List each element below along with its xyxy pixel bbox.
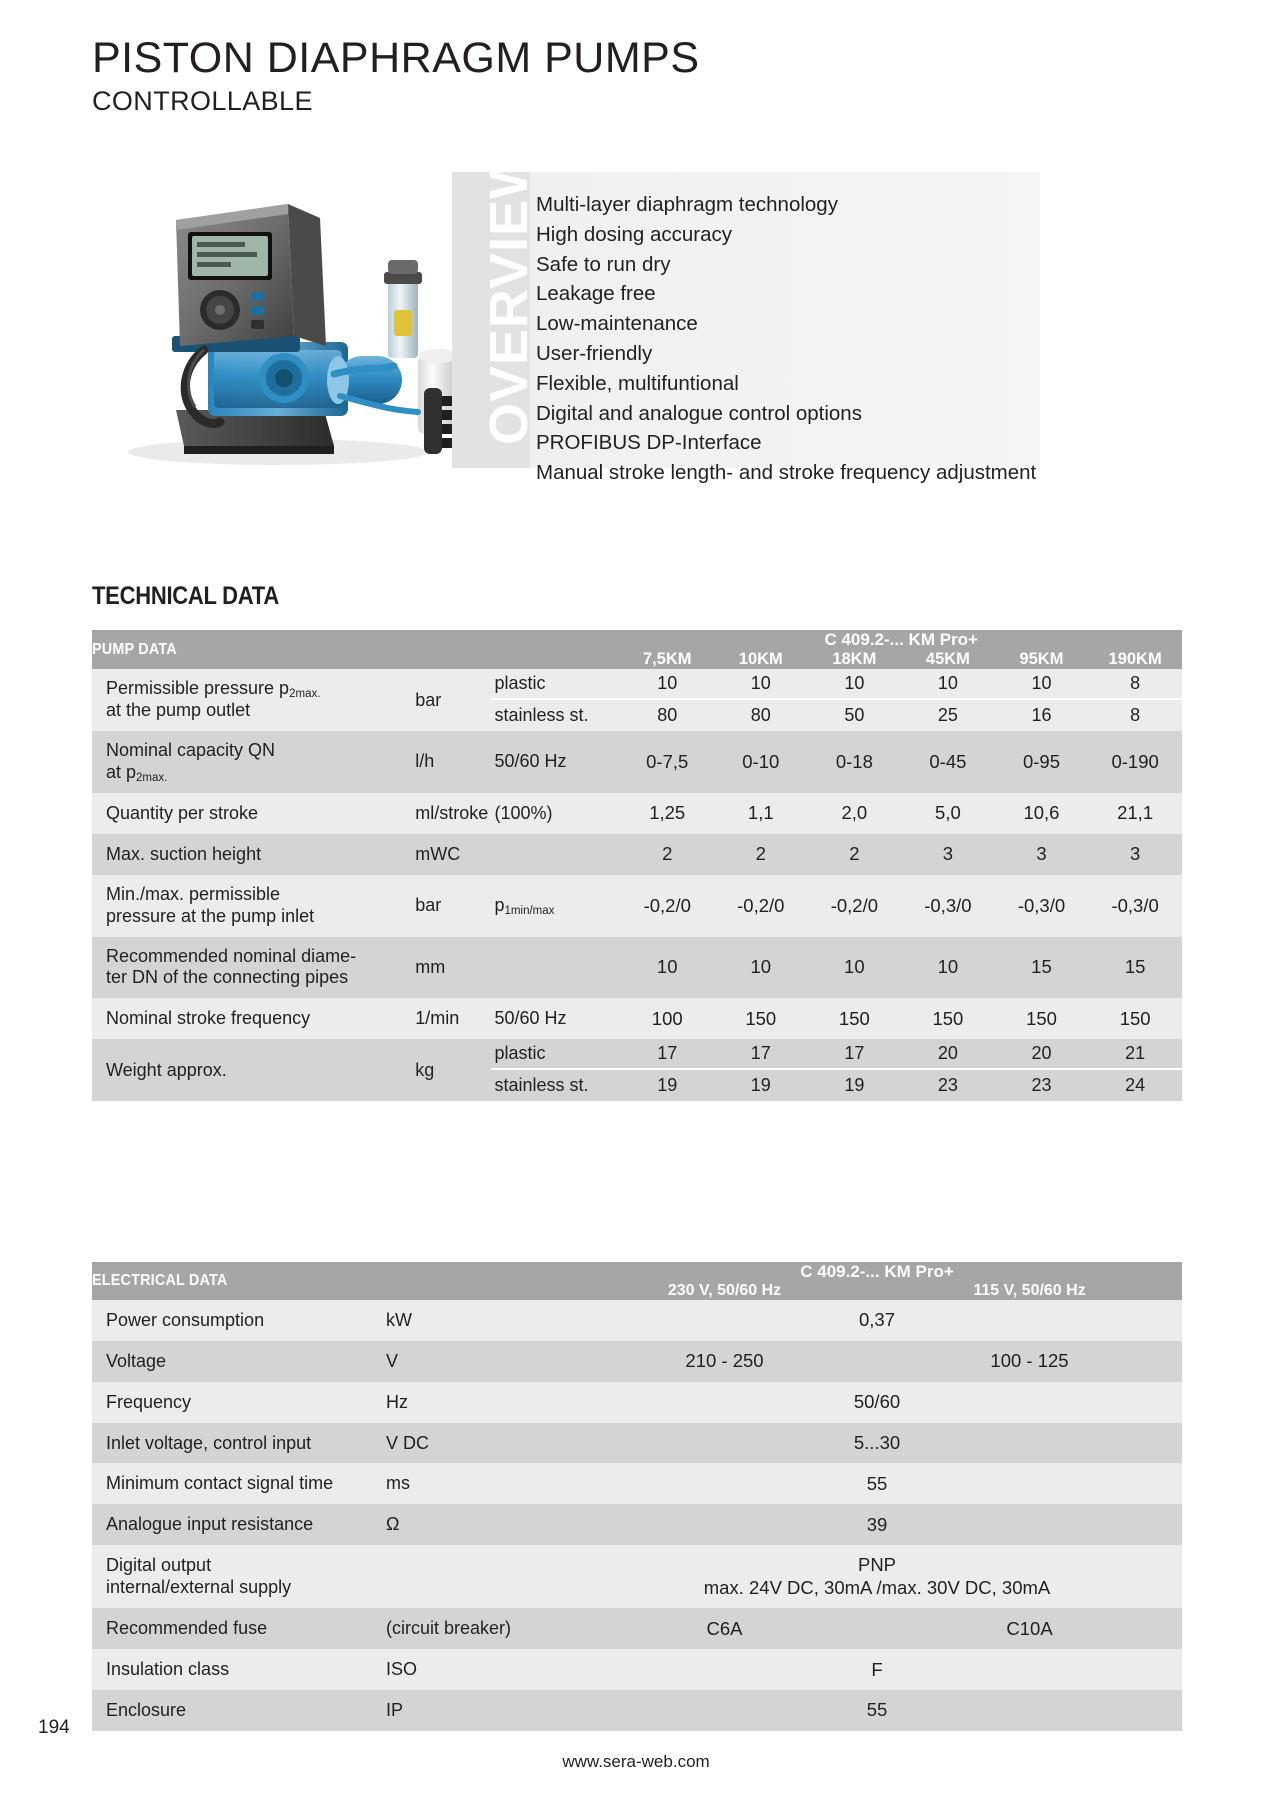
table-row <box>92 1039 1182 1101</box>
value-plastic: 20 <box>995 1039 1089 1070</box>
label-text-2: at p <box>106 761 137 782</box>
row-variant-cell <box>491 669 621 731</box>
row-label-nominal-capacity <box>92 731 411 793</box>
row-unit: Hz <box>386 1391 408 1412</box>
value-cell: 2 <box>662 843 673 865</box>
value-cell: -0,2/0 <box>830 894 878 916</box>
column-header-190km: 190KM <box>1108 650 1162 668</box>
list-item: Low-maintenance <box>536 312 698 336</box>
value-stainless: 24 <box>1125 1075 1146 1096</box>
value-cell: 1,25 <box>649 802 686 824</box>
table-row <box>92 1690 1182 1731</box>
row-label-contact-signal-time: Minimum contact signal time <box>106 1473 334 1494</box>
unit2-subscript: 1min/max <box>504 905 555 918</box>
section-heading-technical-data: TECHNICAL DATA <box>92 582 279 610</box>
row-unit: 1/min <box>415 1008 460 1029</box>
column-header-230v: 230 V, 50/60 Hz <box>667 1282 782 1299</box>
table-row <box>92 1382 1182 1423</box>
table-row <box>92 1341 1182 1382</box>
pump-illustration <box>88 160 458 470</box>
row-unit: ml/stroke <box>415 802 489 823</box>
label-text: Permissible pressure p <box>106 678 290 699</box>
value-cell: 55 <box>866 1472 888 1494</box>
row-unit2: 50/60 Hz <box>494 751 567 772</box>
label-text: Recommended nominal diame- <box>106 945 357 966</box>
value-cell: 2 <box>849 843 860 865</box>
row-label-digital-output <box>92 1545 382 1608</box>
page-subtitle: CONTROLLABLE <box>92 85 313 116</box>
row-unit: V DC <box>386 1432 430 1453</box>
value-plastic: 10 <box>620 669 714 700</box>
table-row <box>92 1504 1182 1545</box>
row-label-analogue-input-resistance: Analogue input resistance <box>106 1514 314 1535</box>
value-plastic: 8 <box>1088 669 1182 700</box>
table-row <box>92 875 1182 937</box>
value-cell: 150 <box>838 1007 870 1029</box>
overview-panel <box>452 146 1040 485</box>
value-stainless: 19 <box>844 1075 865 1096</box>
value-cell: -0,2/0 <box>643 894 691 916</box>
table-row <box>92 1649 1182 1690</box>
row-label-power-consumption: Power consumption <box>106 1310 265 1330</box>
value-cell-115v: 100 - 125 <box>990 1350 1069 1372</box>
row-label-permissible-pressure <box>92 669 411 731</box>
table-header-row <box>92 1262 1182 1282</box>
row-label-insulation-class: Insulation class <box>106 1659 230 1680</box>
value-stainless: 19 <box>657 1075 678 1096</box>
row-unit: IP <box>386 1699 404 1720</box>
overview-feature-list <box>536 190 1036 488</box>
value-cell: 150 <box>932 1007 964 1029</box>
row-label-frequency: Frequency <box>106 1391 192 1412</box>
value-cell: 0-18 <box>835 750 873 772</box>
column-header-10km: 10KM <box>738 650 783 668</box>
row-variant-cell <box>491 1039 621 1101</box>
label-text-2: ter DN of the connecting pipes <box>106 967 349 988</box>
value-cell <box>714 669 808 731</box>
value-cell: 3 <box>1036 843 1047 865</box>
value-cell <box>901 1039 995 1101</box>
row-label-weight: Weight approx. <box>106 1059 227 1080</box>
variant-stainless: stainless st. <box>494 1075 589 1096</box>
value-plastic: 17 <box>620 1039 714 1070</box>
label-text: Digital output <box>106 1554 212 1575</box>
row-label-stroke-frequency: Nominal stroke frequency <box>106 1008 311 1029</box>
row-unit: ms <box>386 1473 410 1494</box>
row-unit2 <box>491 834 621 875</box>
value-cell: 3 <box>942 843 954 865</box>
value-text: PNP <box>857 1554 897 1576</box>
value-cell: 5,0 <box>935 802 961 824</box>
value-stainless: 23 <box>1031 1075 1052 1096</box>
label-subscript: 2max. <box>136 772 168 785</box>
row-unit: V <box>386 1350 399 1371</box>
value-cell: 2,0 <box>841 802 868 824</box>
table-row <box>92 1545 1182 1608</box>
value-cell <box>808 1039 902 1101</box>
row-label-nominal-diameter <box>92 937 411 999</box>
value-cell: 10 <box>750 956 772 978</box>
label-text-2: at the pump outlet <box>106 700 251 720</box>
value-stainless: 23 <box>937 1075 958 1096</box>
table-row <box>92 793 1182 834</box>
value-cell: 150 <box>1119 1007 1151 1029</box>
value-cell: 0,37 <box>859 1309 896 1331</box>
value-cell <box>572 1545 1182 1608</box>
value-cell <box>808 669 902 731</box>
value-cell: 0-10 <box>742 750 780 772</box>
list-item: High dosing accuracy <box>536 222 732 246</box>
electrical-table-model: C 409.2-... KM Pro+ <box>800 1262 954 1281</box>
column-header-75km: 7,5KM <box>642 650 692 668</box>
electrical-table-title: ELECTRICAL DATA <box>92 1272 228 1289</box>
label-text-2: internal/external supply <box>106 1576 292 1597</box>
pump-table-title: PUMP DATA <box>92 640 177 658</box>
value-cell <box>995 1039 1089 1101</box>
value-plastic: 21 <box>1088 1039 1182 1070</box>
list-item: Safe to run dry <box>536 252 671 276</box>
column-header-18km: 18KM <box>832 650 877 668</box>
variant-plastic: plastic <box>491 1039 621 1070</box>
page-header <box>92 36 700 117</box>
footer-url: www.sera-web.com <box>562 1752 710 1771</box>
value-stainless: 80 <box>750 705 771 725</box>
value-cell <box>620 669 714 731</box>
column-header-115v: 115 V, 50/60 Hz <box>973 1282 1086 1299</box>
value-cell: 0-190 <box>1111 750 1159 772</box>
electrical-data-table <box>92 1262 1182 1731</box>
value-cell-230v: C6A <box>706 1617 743 1639</box>
value-cell <box>1088 1039 1182 1101</box>
value-cell: 0-45 <box>929 750 967 772</box>
list-item: Leakage free <box>536 282 656 306</box>
value-cell-115v: C10A <box>1006 1617 1053 1639</box>
row-label-min-max-pressure <box>92 875 411 937</box>
list-item: Multi-layer diaphragm technology <box>536 193 838 216</box>
value-cell: 150 <box>745 1007 777 1029</box>
value-cell <box>620 1039 714 1101</box>
product-photo <box>88 160 458 470</box>
value-cell <box>995 669 1089 731</box>
value-cell: -0,2/0 <box>737 894 785 916</box>
row-unit: ISO <box>386 1659 418 1680</box>
value-text-2: max. 24V DC, 30mA /max. 30V DC, 30mA <box>703 1576 1051 1598</box>
value-cell <box>1088 669 1182 731</box>
page-title: PISTON DIAPHRAGM PUMPS <box>92 34 700 82</box>
row-unit: (circuit breaker) <box>386 1618 512 1639</box>
label-text: Nominal capacity QN <box>106 740 276 760</box>
table-row <box>92 1300 1182 1341</box>
value-cell: 0-7,5 <box>646 750 689 772</box>
label-text: Min./max. permissible <box>106 883 281 904</box>
row-unit2: (100%) <box>494 802 553 823</box>
table-row <box>92 834 1182 875</box>
row-unit2 <box>491 937 621 999</box>
value-stainless: 50 <box>844 705 865 725</box>
row-label-enclosure: Enclosure <box>106 1700 187 1720</box>
pump-data-table <box>92 630 1182 1101</box>
list-item: Flexible, multifuntional <box>536 371 739 395</box>
value-plastic: 10 <box>714 669 808 700</box>
value-cell: 15 <box>1124 956 1146 978</box>
table-row <box>92 731 1182 793</box>
list-item: PROFIBUS DP-Interface <box>536 431 762 455</box>
row-unit: mWC <box>415 843 461 864</box>
value-cell: 55 <box>866 1699 888 1721</box>
variant-plastic: plastic <box>491 669 621 700</box>
value-plastic: 10 <box>808 669 902 700</box>
unit2-text: p <box>494 895 505 916</box>
value-cell: 15 <box>1031 956 1052 978</box>
row-label-voltage: Voltage <box>106 1350 167 1371</box>
hero-section <box>0 146 1272 485</box>
row-unit: bar <box>415 689 442 710</box>
value-cell-230v: 210 - 250 <box>685 1350 764 1372</box>
row-label-quantity-per-stroke: Quantity per stroke <box>106 802 259 823</box>
value-cell: 10 <box>937 956 959 978</box>
row-label-inlet-voltage: Inlet voltage, control input <box>106 1432 312 1453</box>
value-cell: 1,1 <box>747 802 774 824</box>
list-item: User-friendly <box>536 341 653 365</box>
value-stainless: 16 <box>1031 705 1052 725</box>
row-unit2: 50/60 Hz <box>494 1008 567 1029</box>
value-cell: -0,3/0 <box>1017 894 1066 916</box>
table-row <box>92 1608 1182 1649</box>
value-cell: 39 <box>866 1513 888 1535</box>
label-subscript: 2max. <box>289 688 321 701</box>
value-plastic: 17 <box>714 1039 808 1070</box>
page-number: 194 <box>38 1717 70 1738</box>
value-cell: 10,6 <box>1023 802 1060 824</box>
table-row <box>92 998 1182 1039</box>
table-row <box>92 937 1182 999</box>
value-stainless: 8 <box>1130 705 1141 725</box>
value-plastic: 10 <box>901 669 995 700</box>
value-cell: 100 <box>651 1007 683 1029</box>
value-cell: 150 <box>1026 1007 1057 1029</box>
value-cell: 5...30 <box>853 1432 901 1453</box>
row-unit: Ω <box>386 1514 400 1535</box>
value-cell <box>714 1039 808 1101</box>
column-header-95km: 95KM <box>1019 650 1064 668</box>
pump-table-model: C 409.2-... KM Pro+ <box>824 630 978 649</box>
value-stainless: 19 <box>750 1075 771 1096</box>
column-header-45km: 45KM <box>925 650 970 668</box>
table-row <box>92 1463 1182 1504</box>
table-header-row <box>92 630 1182 650</box>
value-cell: 10 <box>656 956 678 978</box>
row-unit2 <box>491 875 621 937</box>
value-plastic: 20 <box>901 1039 995 1070</box>
value-cell: 50/60 <box>853 1391 901 1413</box>
table-row <box>92 1423 1182 1464</box>
row-label-recommended-fuse: Recommended fuse <box>106 1618 268 1639</box>
table-row <box>92 669 1182 731</box>
row-unit: bar <box>415 895 442 916</box>
row-unit: kW <box>386 1309 412 1330</box>
value-cell: 10 <box>844 956 865 978</box>
value-cell: 3 <box>1129 843 1141 865</box>
value-plastic: 10 <box>995 669 1089 700</box>
row-unit <box>382 1545 572 1608</box>
variant-stainless: stainless st. <box>494 705 589 725</box>
row-unit: l/h <box>415 751 435 772</box>
label-text-2: pressure at the pump inlet <box>106 905 315 926</box>
value-cell: -0,3/0 <box>1111 894 1159 916</box>
value-cell <box>901 669 995 731</box>
value-cell: 2 <box>755 843 766 865</box>
row-label-max-suction-height: Max. suction height <box>106 843 262 864</box>
list-item: Digital and analogue control options <box>536 401 862 425</box>
row-unit: kg <box>415 1059 435 1080</box>
value-plastic: 17 <box>808 1039 902 1070</box>
value-cell: 0-95 <box>1022 750 1060 772</box>
value-cell: F <box>871 1658 883 1680</box>
value-cell: -0,3/0 <box>924 894 972 916</box>
value-cell: 21,1 <box>1117 802 1154 824</box>
overview-label: OVERVIEW <box>479 146 539 445</box>
row-unit: mm <box>415 956 446 977</box>
value-stainless: 25 <box>937 705 958 725</box>
list-item: Manual stroke length- and stroke frequency adjustment <box>536 461 1037 485</box>
value-stainless: 80 <box>657 705 678 725</box>
